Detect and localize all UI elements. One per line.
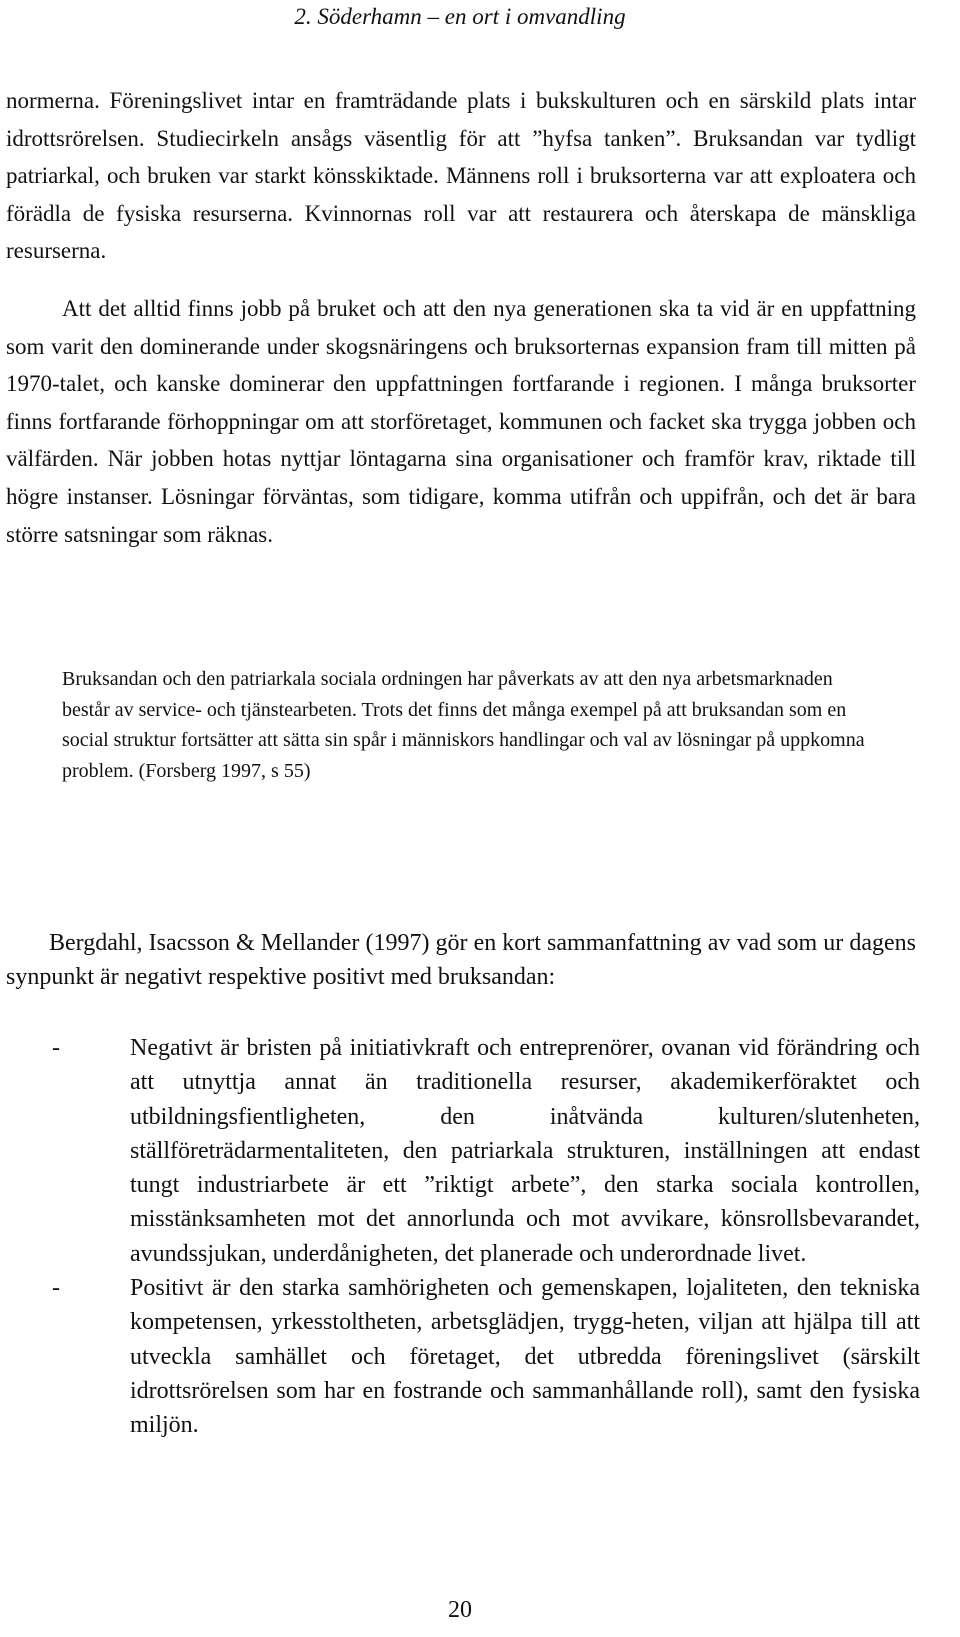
list-item-text: Negativt är bristen på initiativkraft och entreprenörer, ovanan vid förändring och att utnyttja annat än traditionella resurser, akademikerföraktet och utbildningsfientligheten, den inåtvända kulturen/slutenheten, ställföreträdarmentaliteten, den patriarkala strukturen, inställningen att endast tungt industriarbete är ett ”riktigt arbete”, den starka sociala kontrollen, misstänksamheten mot det annorlunda och mot avvikare, könsrollsbevarandet, avundssjukan, underdånigheten, det planerade och underordnade livet. [130,1035,920,1267]
page-number: 20 [448,1597,472,1623]
bullet-marker: - [52,1035,60,1061]
bullet-list [0,1031,920,1443]
body-paragraph-1 [6,82,916,270]
summary-intro [6,926,916,994]
body-paragraph-2 [6,290,916,553]
list-item-text: Positivt är den starka samhörigheten och gemenskapen, lojaliteten, den tekniska kompetensen, yrkesstoltheten, arbetsglädjen, trygg-heten, viljan att hjälpa till att utveckla samhället och företaget, det utbredda föreningslivet (särskilt idrottsrörelsen som har en fostrande och sammanhållande roll), samt den fysiska miljön. [130,1275,920,1439]
paragraph-text: Att det alltid finns jobb på bruket och att den nya generationen ska ta vid är en uppfattning som varit den dominerande under skogsnäringens och bruksorternas expansion fram till mitten på 1970-talet, och kanske dominerar den uppfattningen fortfarande i regionen. I många bruksorter finns fortfarande förhoppningar om att storföretaget, kommunen och facket ska trygga jobben och välfärden. När jobben hotas nyttjar löntagarna sina organisationer och framför krav, riktade till högre instanser. Lösningar förväntas, som tidigare, komma utifrån och uppifrån, och det är bara större satsningar som räknas. [6,296,916,547]
bullet-marker: - [52,1275,60,1302]
list-item-negative [0,1031,920,1271]
list-item-positive [0,1271,920,1442]
running-header: 2. Söderhamn – en ort i omvandling [294,4,626,29]
paragraph-text: normerna. Föreningslivet intar en framträdande plats i bukskulturen och en särskild plats intar idrottsrörelsen. Studiecirkeln ansågs väsentlig för att ”hyfsa tanken”. Bruksandan var tydligt patriarkal, och bruken var starkt könsskiktade. Männens roll i bruksorterna var att exploatera och förädla de fysiska resurserna. Kvinnornas roll var att restaurera och återskapa de mänskliga resurserna. [6,88,916,264]
intro-text: Bergdahl, Isacsson & Mellander (1997) gör en kort sammanfattning av vad som ur dagens synpunkt är negativt respektive positivt med bruksandan: [6,930,916,990]
block-quote [62,664,877,786]
quote-text: Bruksandan och den patriarkala sociala ordningen har påverkats av att den nya arbetsmarknaden består av service- och tjänstearbeten. Trots det finns det många exempel på att bruksandan som en social struktur fortsätter att sätta sin spår i människors handlingar och val av lösningar på uppkomna problem. (Forsberg 1997, s 55) [62,668,865,782]
